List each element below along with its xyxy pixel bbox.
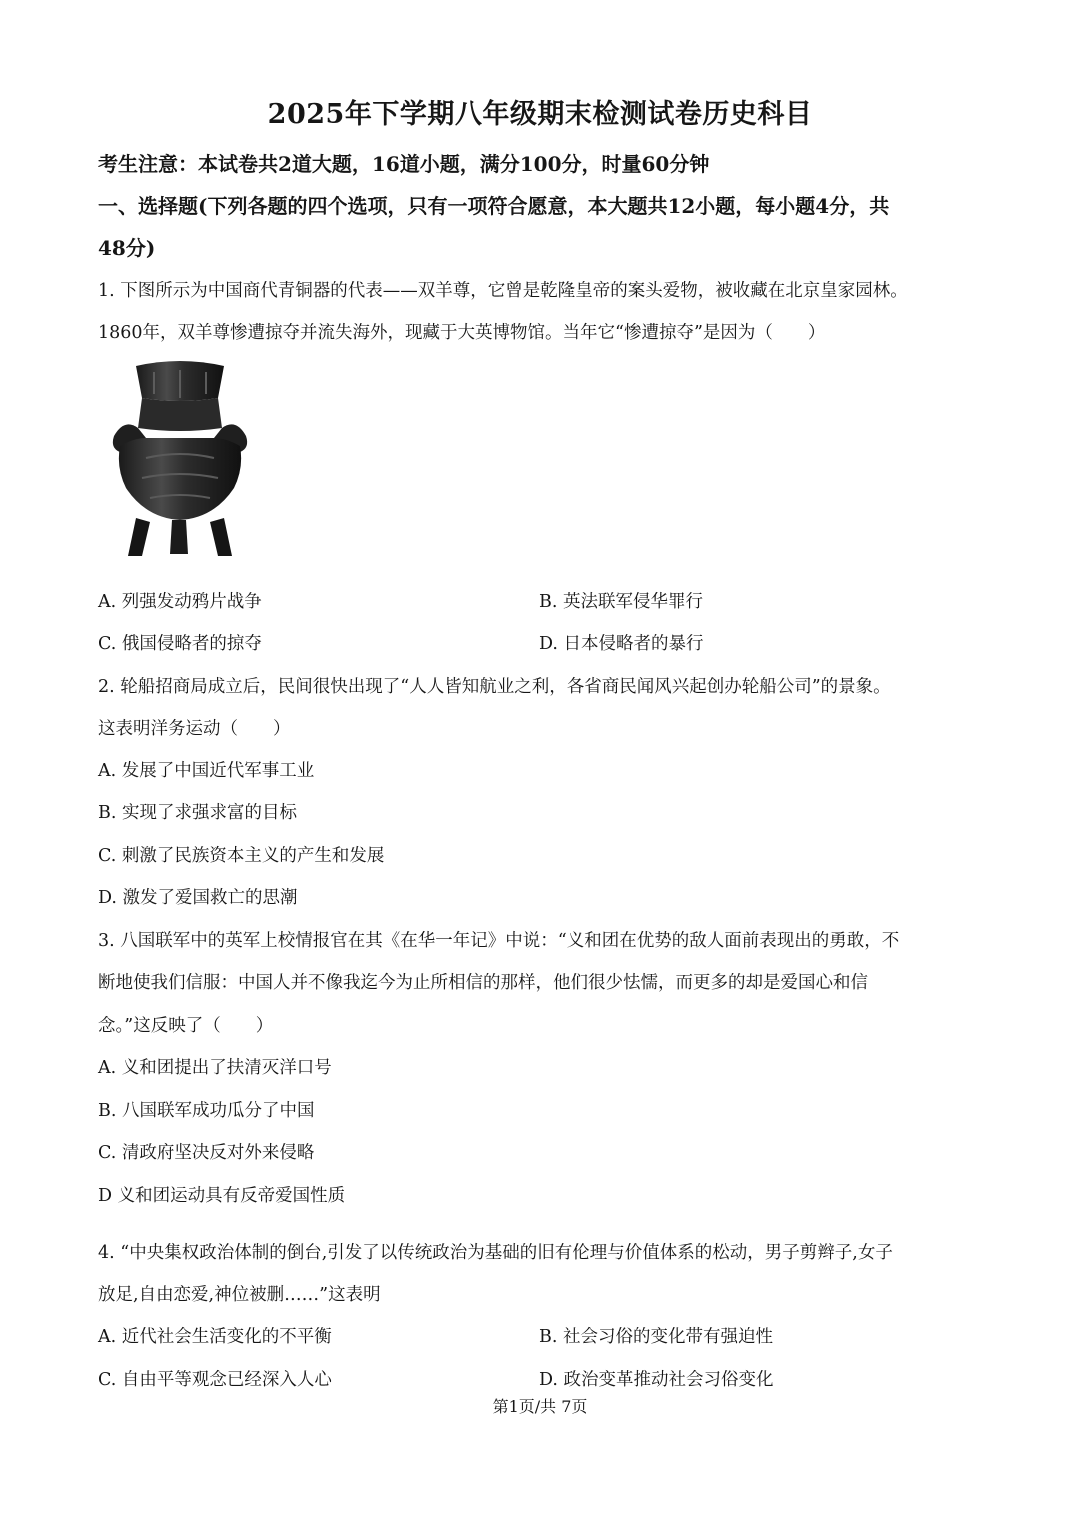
q2-option-c: C. 刺激了民族资本主义的产生和发展: [98, 846, 385, 866]
exam-notice: 考生注意：本试卷共2道大题，16道小题，满分100分，时量60分钟: [98, 152, 710, 176]
q1-option-b: B. 英法联军侵华罪行: [539, 592, 703, 612]
q4-stem-line1: 4. “中央集权政治体制的倒台,引发了以传统政治为基础的旧有伦理与价值体系的松动，男子剪辫子,女子: [98, 1243, 893, 1263]
q4-option-d: D. 政治变革推动社会习俗变化: [539, 1370, 774, 1390]
section-heading-line1: 一、选择题(下列各题的四个选项，只有一项符合愿意，本大题共12小题，每小题4分，共: [98, 194, 890, 218]
q2-stem-line2: 这表明洋务运动（ ）: [98, 719, 291, 739]
section-heading-line2: 48分): [98, 236, 156, 260]
q4-option-c: C. 自由平等观念已经深入人心: [98, 1370, 332, 1390]
q3-option-d: D 义和团运动具有反帝爱国性质: [98, 1186, 346, 1206]
q3-option-b: B. 八国联军成功瓜分了中国: [98, 1101, 315, 1121]
q3-stem-line1: 3. 八国联军中的英军上校情报官在其《在华一年记》中说：“义和团在优势的敌人面前表现出的勇敢，不: [98, 931, 900, 951]
q3-option-c: C. 清政府坚决反对外来侵略: [98, 1143, 315, 1163]
q1-stem-line1: 1. 下图所示为中国商代青铜器的代表——双羊尊，它曾是乾隆皇帝的案头爱物，被收藏在北京皇家园林。: [98, 281, 908, 301]
q4-option-a: A. 近代社会生活变化的不平衡: [98, 1327, 332, 1347]
q3-stem-line3: 念。”这反映了（ ）: [98, 1016, 274, 1036]
q1-option-c: C. 俄国侵略者的掠夺: [98, 634, 262, 654]
q3-option-a: A. 义和团提出了扶清灭洋口号: [98, 1058, 332, 1078]
q2-option-d: D. 激发了爱国救亡的思潮: [98, 888, 298, 908]
page-title: 2025年下学期八年级期末检测试卷历史科目: [267, 99, 813, 130]
q3-stem-line2: 断地使我们信服：中国人并不像我迄今为止所相信的那样，他们很少怯懦，而更多的却是爱国心和信: [98, 973, 868, 993]
page-footer: 第1页/共 7页: [492, 1397, 588, 1416]
q1-option-d: D. 日本侵略者的暴行: [539, 634, 704, 654]
q2-stem-line1: 2. 轮船招商局成立后，民间很快出现了“人人皆知航业之利，各省商民闻风兴起创办轮船公司”的景象。: [98, 677, 891, 697]
q4-stem-line2: 放足,自由恋爱,神位被删……”这表明: [98, 1285, 381, 1305]
bronze-vessel-image: [106, 358, 254, 560]
q1-stem-line2: 1860年，双羊尊惨遭掠夺并流失海外，现藏于大英博物馆。当年它“惨遭掠夺”是因为（ ）: [98, 323, 826, 343]
q2-option-b: B. 实现了求强求富的目标: [98, 803, 297, 823]
q4-option-b: B. 社会习俗的变化带有强迫性: [539, 1327, 773, 1347]
q2-option-a: A. 发展了中国近代军事工业: [98, 761, 315, 781]
q1-option-a: A. 列强发动鸦片战争: [98, 592, 262, 612]
